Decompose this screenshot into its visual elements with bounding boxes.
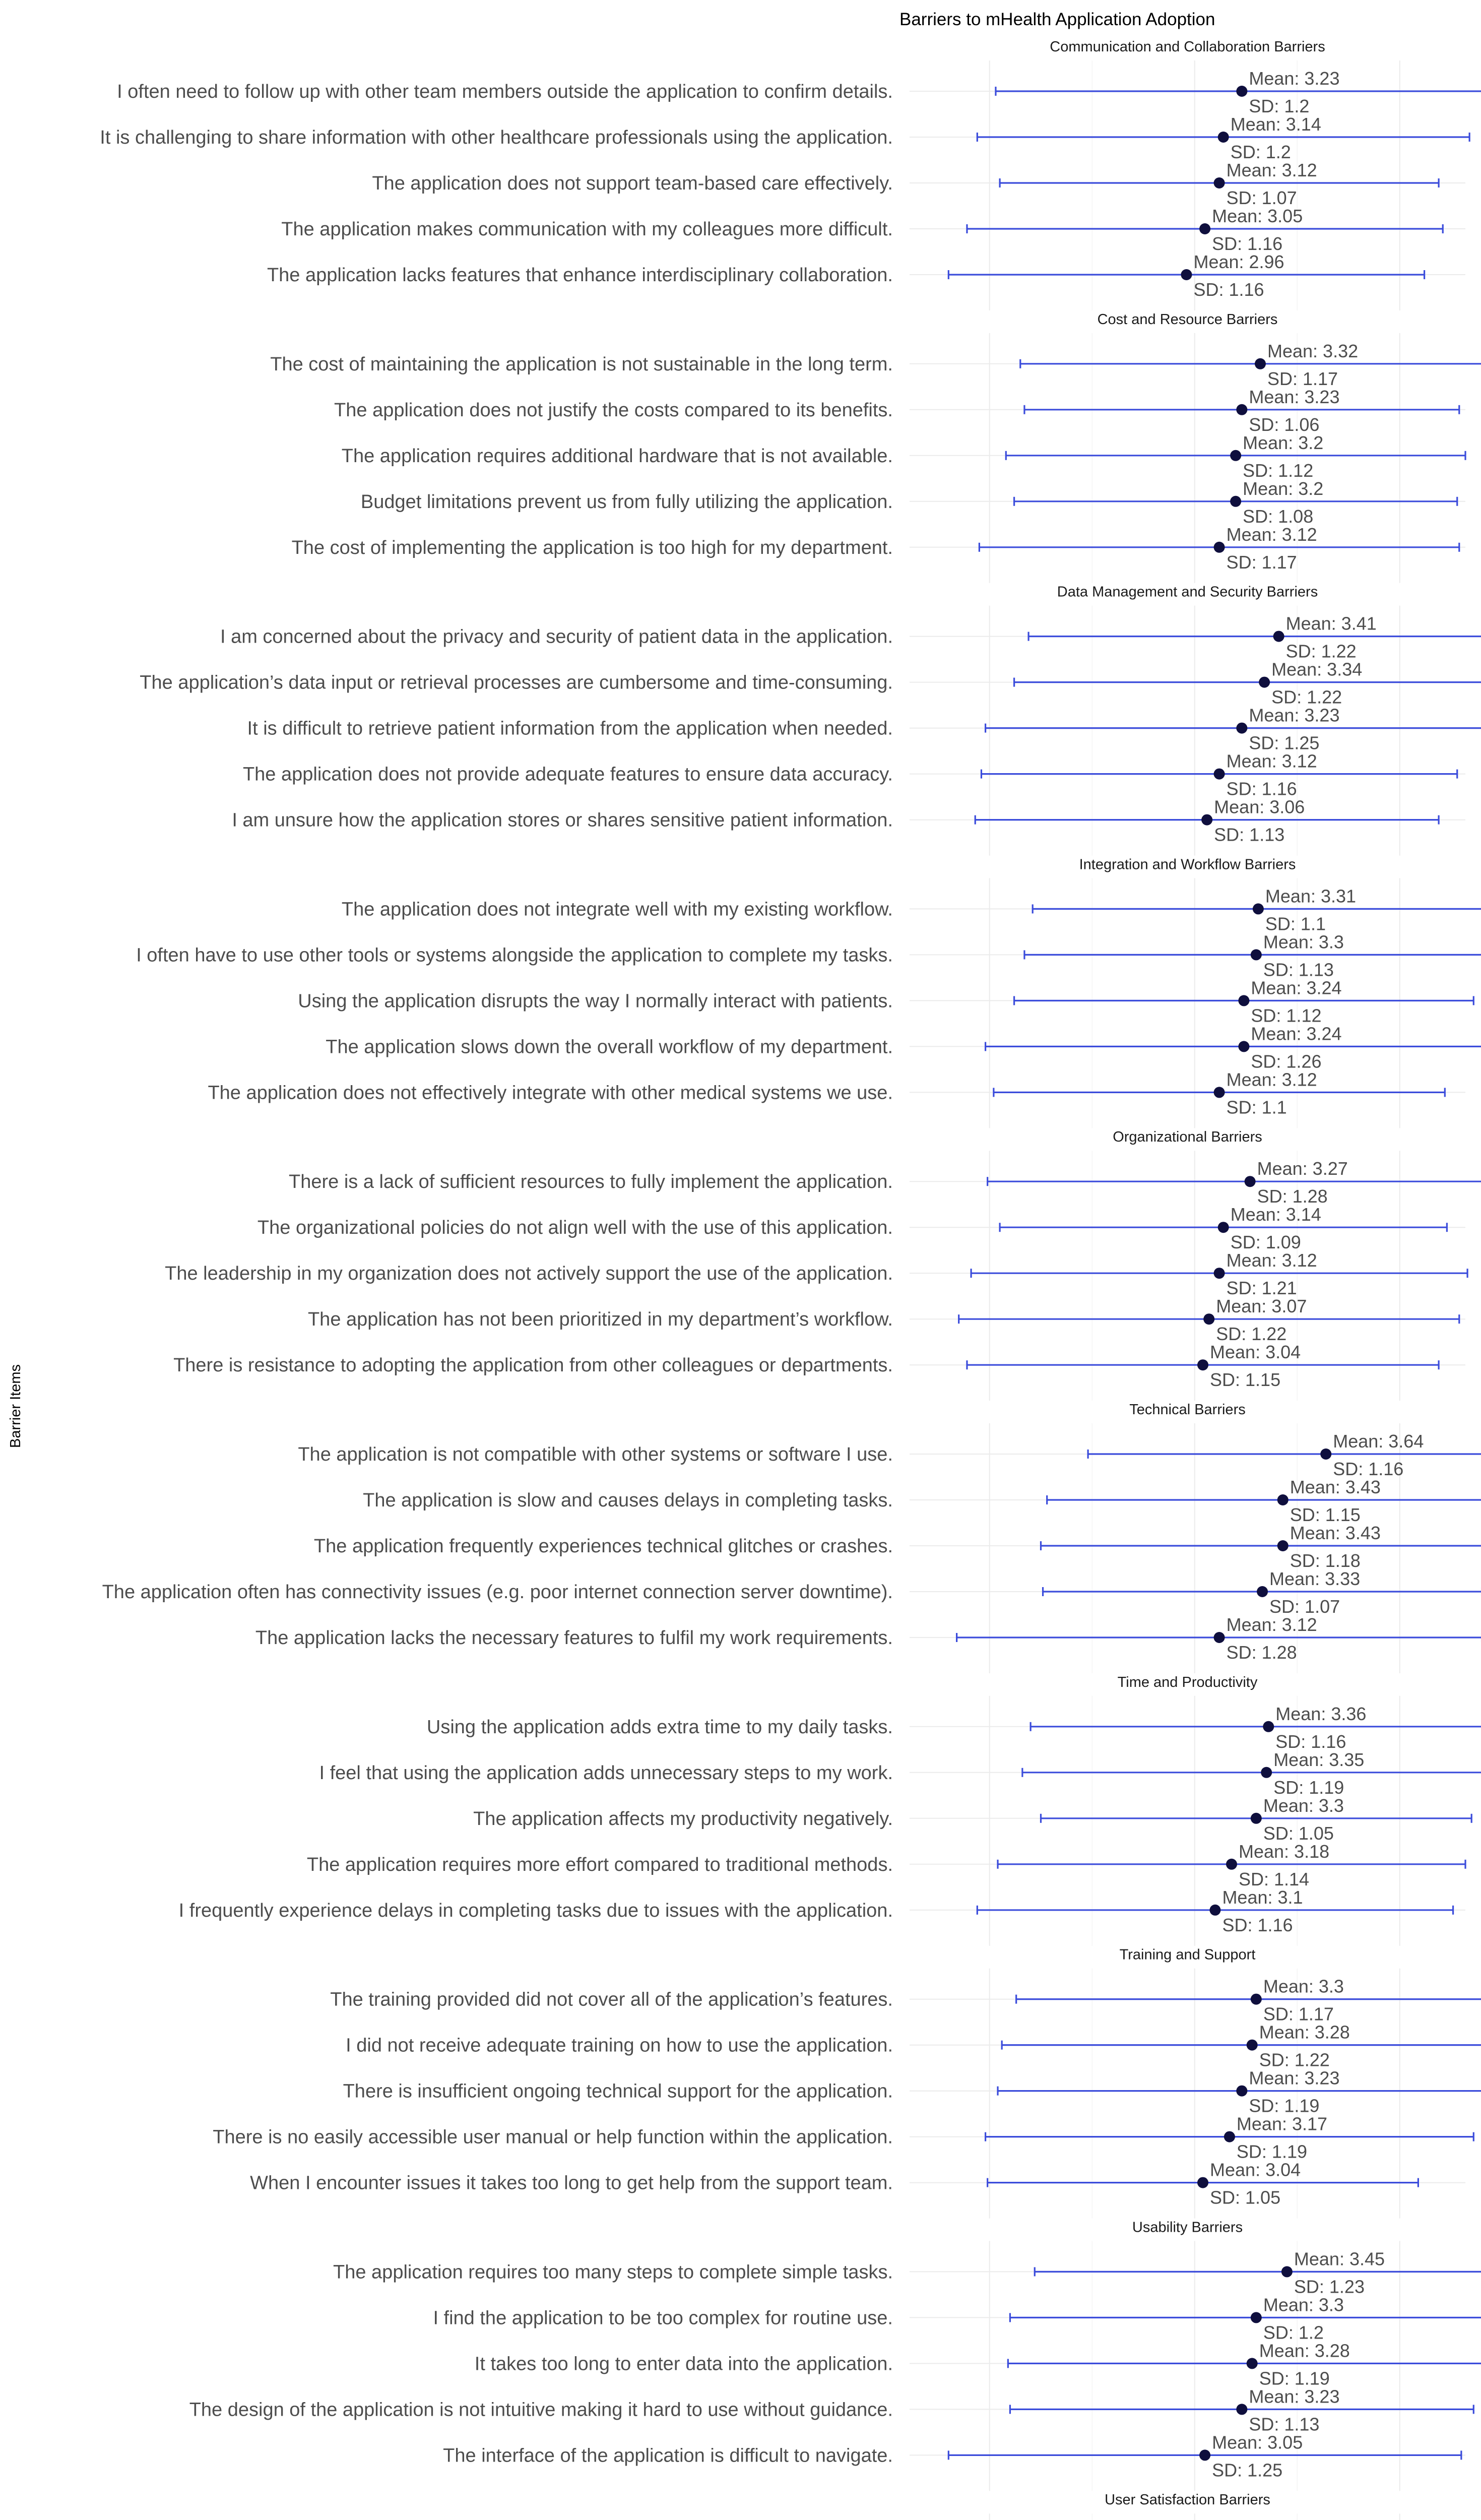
barrier-item-label: The application frequently experiences technical glitches or crashes. xyxy=(313,1536,893,1557)
mean-point xyxy=(1245,1176,1256,1187)
barrier-item-label: The application requires more effort compared to traditional methods. xyxy=(306,1854,893,1875)
facet-title: Integration and Workflow Barriers xyxy=(1079,856,1296,873)
facet-title: Technical Barriers xyxy=(1129,1402,1246,1418)
mean-label: Mean: 3.12 xyxy=(1226,1250,1317,1271)
mean-point xyxy=(1247,2358,1258,2369)
barrier-item-label: The organizational policies do not align well with the use of this application. xyxy=(257,1217,893,1239)
mean-label: Mean: 3.2 xyxy=(1243,432,1324,453)
mean-label: Mean: 3.04 xyxy=(1210,2159,1301,2180)
mean-label: Mean: 3.07 xyxy=(1216,1296,1307,1317)
barrier-item-label: When I encounter issues it takes too long to get help from the support team. xyxy=(250,2172,893,2194)
mean-label: Mean: 3.28 xyxy=(1259,2022,1350,2043)
mean-point xyxy=(1251,2312,1262,2323)
sd-label: SD: 1.22 xyxy=(1216,1324,1287,1345)
mean-point xyxy=(1218,132,1229,143)
sd-label: SD: 1.06 xyxy=(1249,414,1320,435)
mean-label: Mean: 2.96 xyxy=(1193,251,1284,272)
sd-label: SD: 1.05 xyxy=(1210,2187,1281,2208)
facet-title: Data Management and Security Barriers xyxy=(1057,584,1318,600)
sd-label: SD: 1.19 xyxy=(1236,2141,1308,2162)
barrier-item-label: The application affects my productivity negatively. xyxy=(473,1808,893,1830)
sd-label: SD: 1.13 xyxy=(1214,824,1285,845)
mean-label: Mean: 3.24 xyxy=(1251,1023,1342,1044)
mean-label: Mean: 3.31 xyxy=(1265,886,1357,907)
mean-label: Mean: 3.23 xyxy=(1249,386,1340,407)
mean-label: Mean: 3.12 xyxy=(1226,750,1317,772)
mean-label: Mean: 3.32 xyxy=(1267,340,1359,361)
sd-label: SD: 1.22 xyxy=(1271,686,1342,708)
facet-title: Communication and Collaboration Barriers xyxy=(1050,39,1325,55)
mean-point xyxy=(1214,1087,1225,1098)
mean-label: Mean: 3.27 xyxy=(1257,1158,1348,1179)
sd-label: SD: 1.22 xyxy=(1259,2049,1330,2070)
barrier-item-label: There is resistance to adopting the application from other colleagues or departments. xyxy=(173,1355,893,1376)
barrier-item-label: The application is not compatible with other systems or software I use. xyxy=(298,1444,893,1465)
sd-label: SD: 1.22 xyxy=(1285,641,1357,662)
facet-title: User Satisfaction Barriers xyxy=(1105,2492,1270,2508)
sd-label: SD: 1.16 xyxy=(1212,233,1283,254)
mean-label: Mean: 3.12 xyxy=(1226,524,1317,545)
mean-label: Mean: 3.33 xyxy=(1269,1568,1361,1589)
barrier-item-label: Using the application disrupts the way I normally interact with patients. xyxy=(298,990,893,1012)
sd-label: SD: 1.28 xyxy=(1257,1186,1328,1207)
mean-label: Mean: 3.41 xyxy=(1285,613,1377,634)
mean-point xyxy=(1273,631,1284,642)
sd-label: SD: 1.16 xyxy=(1333,1459,1404,1479)
mean-label: Mean: 3.18 xyxy=(1239,1841,1330,1862)
mean-label: Mean: 3.04 xyxy=(1210,1342,1301,1363)
mean-label: Mean: 3.64 xyxy=(1333,1431,1424,1452)
mean-label: Mean: 3.24 xyxy=(1251,977,1342,998)
barrier-item-label: Budget limitations prevent us from fully utilizing the application. xyxy=(360,491,893,513)
barrier-item-label: There is a lack of sufficient resources to fully implement the application. xyxy=(289,1171,893,1193)
sd-label: SD: 1.07 xyxy=(1226,187,1297,208)
barrier-item-label: The leadership in my organization does not actively support the use of the application. xyxy=(165,1263,893,1285)
barrier-item-label: The training provided did not cover all of the application’s features. xyxy=(330,1989,893,2010)
mean-label: Mean: 3.05 xyxy=(1212,2432,1303,2453)
sd-label: SD: 1.14 xyxy=(1239,1868,1310,1889)
mean-point xyxy=(1281,2266,1293,2277)
mean-point xyxy=(1181,269,1192,280)
barrier-item-label: The interface of the application is difficult to navigate. xyxy=(443,2445,893,2467)
barrier-item-label: The application does not provide adequate features to ensure data accuracy. xyxy=(242,764,893,785)
mean-point xyxy=(1214,769,1225,780)
barrier-item-label: The cost of implementing the application is too high for my department. xyxy=(291,537,893,558)
sd-label: SD: 1.19 xyxy=(1249,2095,1320,2116)
mean-point xyxy=(1236,2086,1247,2097)
mean-point xyxy=(1197,1359,1208,1370)
sd-label: SD: 1.12 xyxy=(1251,1005,1322,1026)
mean-label: Mean: 3.23 xyxy=(1249,705,1340,726)
sd-label: SD: 1.05 xyxy=(1263,1822,1334,1844)
sd-label: SD: 1.15 xyxy=(1290,1504,1361,1525)
mean-label: Mean: 3.43 xyxy=(1290,1523,1381,1543)
barrier-item-label: The application often has connectivity issues (e.g. poor internet connection server downtime). xyxy=(102,1582,893,1603)
barrier-item-label: It is challenging to share information with other healthcare professionals using the application. xyxy=(100,127,893,148)
mean-label: Mean: 3.43 xyxy=(1290,1477,1381,1497)
mean-label: Mean: 3.36 xyxy=(1275,1703,1367,1724)
mean-point xyxy=(1251,1813,1262,1824)
mean-point xyxy=(1197,2177,1208,2188)
barrier-item-label: The application does not effectively integrate with other medical systems we use. xyxy=(208,1082,893,1104)
mean-label: Mean: 3.23 xyxy=(1249,68,1340,89)
sd-label: SD: 1.26 xyxy=(1251,1051,1322,1072)
mean-point xyxy=(1236,2404,1247,2415)
mean-point xyxy=(1226,1859,1237,1870)
sd-label: SD: 1.16 xyxy=(1275,1731,1346,1752)
barrier-item-label: I feel that using the application adds unnecessary steps to my work. xyxy=(319,1762,893,1784)
mean-point xyxy=(1199,2449,1210,2461)
barrier-item-label: The application does not support team-based care effectively. xyxy=(372,173,893,194)
mean-label: Mean: 3.2 xyxy=(1243,478,1324,499)
sd-label: SD: 1.17 xyxy=(1267,368,1338,389)
mean-label: Mean: 3.12 xyxy=(1226,160,1317,180)
sd-label: SD: 1.17 xyxy=(1263,2003,1334,2025)
barrier-item-label: The application slows down the overall workflow of my department. xyxy=(326,1036,893,1058)
sd-label: SD: 1.19 xyxy=(1273,1777,1344,1798)
mean-point xyxy=(1214,177,1225,188)
mean-label: Mean: 3.23 xyxy=(1249,2067,1340,2089)
mean-point xyxy=(1251,1994,1262,2005)
sd-label: SD: 1.25 xyxy=(1249,732,1320,753)
sd-label: SD: 1.13 xyxy=(1263,959,1334,980)
barrier-item-label: I often need to follow up with other team members outside the application to confirm details. xyxy=(117,81,893,102)
mean-label: Mean: 3.35 xyxy=(1273,1749,1365,1770)
mean-point xyxy=(1218,1222,1229,1233)
barrier-item-label: The application requires additional hardware that is not available. xyxy=(341,445,893,467)
mean-label: Mean: 3.12 xyxy=(1226,1069,1317,1090)
barrier-item-label: The application does not integrate well with my existing workflow. xyxy=(341,899,893,920)
mean-point xyxy=(1253,903,1264,914)
barrier-item-label: I frequently experience delays in completing tasks due to issues with the application. xyxy=(178,1900,893,1921)
sd-label: SD: 1.2 xyxy=(1230,142,1291,162)
mean-point xyxy=(1259,677,1270,688)
barrier-item-label: I often have to use other tools or systems alongside the application to complete my tasks. xyxy=(136,944,893,966)
facet-title: Cost and Resource Barriers xyxy=(1097,311,1278,328)
barrier-item-label: The application lacks the necessary features to fulfil my work requirements. xyxy=(255,1627,893,1649)
sd-label: SD: 1.15 xyxy=(1210,1369,1281,1391)
mean-label: Mean: 3.17 xyxy=(1236,2113,1328,2134)
sd-label: SD: 1.19 xyxy=(1259,2368,1330,2389)
sd-label: SD: 1.21 xyxy=(1226,1278,1297,1299)
mean-point xyxy=(1230,496,1241,507)
mean-point xyxy=(1238,995,1249,1006)
sd-label: SD: 1.1 xyxy=(1226,1097,1287,1118)
barrier-item-label: It takes too long to enter data into the application. xyxy=(474,2353,893,2375)
mean-point xyxy=(1255,358,1266,369)
mean-point xyxy=(1251,949,1262,960)
sd-label: SD: 1.2 xyxy=(1263,2322,1324,2343)
mean-point xyxy=(1214,1268,1225,1279)
barrier-item-label: The application has not been prioritized in my department’s workflow. xyxy=(307,1309,893,1331)
mean-point xyxy=(1203,1313,1214,1325)
mean-label: Mean: 3.12 xyxy=(1226,1614,1317,1635)
mean-point xyxy=(1238,1041,1249,1052)
mean-label: Mean: 3.23 xyxy=(1249,2386,1340,2407)
mean-point xyxy=(1320,1448,1331,1460)
mean-label: Mean: 3.28 xyxy=(1259,2340,1350,2361)
sd-label: SD: 1.16 xyxy=(1226,778,1297,799)
barrier-item-label: There is insufficient ongoing technical support for the application. xyxy=(343,2081,893,2102)
mean-point xyxy=(1277,1540,1289,1551)
mean-label: Mean: 3.3 xyxy=(1263,931,1344,953)
mean-label: Mean: 3.45 xyxy=(1294,2248,1385,2270)
chart-title: Barriers to mHealth Application Adoption xyxy=(899,10,1215,29)
sd-label: SD: 1.16 xyxy=(1222,1914,1293,1935)
facet-title: Time and Productivity xyxy=(1117,1674,1258,1690)
sd-label: SD: 1.16 xyxy=(1193,279,1264,300)
mean-label: Mean: 3.14 xyxy=(1230,1204,1321,1225)
barrier-item-label: The design of the application is not intuitive making it hard to use without guidance. xyxy=(189,2399,893,2421)
sd-label: SD: 1.18 xyxy=(1290,1550,1361,1571)
barrier-item-label: The application does not justify the costs compared to its benefits. xyxy=(334,399,893,421)
mean-label: Mean: 3.1 xyxy=(1222,1886,1303,1908)
mean-point xyxy=(1224,2131,1235,2143)
sd-label: SD: 1.09 xyxy=(1230,1232,1301,1253)
barrier-item-label: I am concerned about the privacy and security of patient data in the application. xyxy=(220,626,893,648)
barrier-item-label: The application lacks features that enhance interdisciplinary collaboration. xyxy=(267,265,893,286)
barrier-item-label: I find the application to be too complex for routine use. xyxy=(433,2307,893,2329)
mean-label: Mean: 3.14 xyxy=(1230,114,1321,135)
mean-point xyxy=(1263,1721,1274,1732)
sd-label: SD: 1.13 xyxy=(1249,2414,1320,2435)
sd-label: SD: 1.08 xyxy=(1243,506,1314,527)
mean-point xyxy=(1261,1767,1272,1778)
mean-point xyxy=(1257,1586,1268,1597)
mean-point xyxy=(1277,1494,1289,1505)
mean-point xyxy=(1247,2040,1258,2051)
sd-label: SD: 1.1 xyxy=(1265,913,1326,934)
barrier-item-label: The application’s data input or retrieval processes are cumbersome and time-consuming. xyxy=(140,672,893,694)
barrier-item-label: The cost of maintaining the application is not sustainable in the long term. xyxy=(270,353,893,375)
sd-label: SD: 1.2 xyxy=(1249,96,1310,116)
mean-point xyxy=(1236,404,1247,415)
mean-point xyxy=(1199,223,1210,234)
sd-label: SD: 1.25 xyxy=(1212,2460,1283,2481)
mean-label: Mean: 3.06 xyxy=(1214,796,1305,817)
barrier-item-label: Using the application adds extra time to my daily tasks. xyxy=(426,1716,893,1738)
mean-point xyxy=(1230,450,1241,461)
barrier-item-label: I am unsure how the application stores or shares sensitive patient information. xyxy=(232,809,893,831)
mean-label: Mean: 3.3 xyxy=(1263,2294,1344,2315)
sd-label: SD: 1.17 xyxy=(1226,551,1297,573)
barrier-item-label: It is difficult to retrieve patient information from the application when needed. xyxy=(247,718,893,739)
sd-label: SD: 1.23 xyxy=(1294,2276,1365,2297)
mean-point xyxy=(1236,723,1247,734)
barrier-item-label: The application is slow and causes delays in completing tasks. xyxy=(363,1490,893,1511)
mean-point xyxy=(1214,542,1225,553)
y-axis-title: Barrier Items xyxy=(8,1364,24,1448)
barrier-item-label: The application requires too many steps to complete simple tasks. xyxy=(333,2261,893,2283)
mean-label: Mean: 3.3 xyxy=(1263,1976,1344,1997)
mean-point xyxy=(1209,1905,1220,1916)
mean-label: Mean: 3.34 xyxy=(1271,659,1363,680)
mean-label: Mean: 3.05 xyxy=(1212,206,1303,226)
facet-title: Training and Support xyxy=(1119,1946,1256,1963)
barrier-item-label: I did not receive adequate training on how to use the application. xyxy=(346,2035,893,2056)
sd-label: SD: 1.12 xyxy=(1243,460,1314,481)
mean-point xyxy=(1201,814,1212,826)
mean-label: Mean: 3.3 xyxy=(1263,1795,1344,1816)
sd-label: SD: 1.28 xyxy=(1226,1642,1297,1663)
mean-point xyxy=(1214,1632,1225,1643)
facet-title: Organizational Barriers xyxy=(1113,1129,1262,1146)
mean-point xyxy=(1236,86,1247,97)
facet-title: Usability Barriers xyxy=(1132,2219,1243,2236)
sd-label: SD: 1.07 xyxy=(1269,1596,1340,1617)
barrier-item-label: The application makes communication with my colleagues more difficult. xyxy=(281,219,893,240)
barrier-item-label: There is no easily accessible user manual or help function within the application. xyxy=(213,2126,893,2148)
